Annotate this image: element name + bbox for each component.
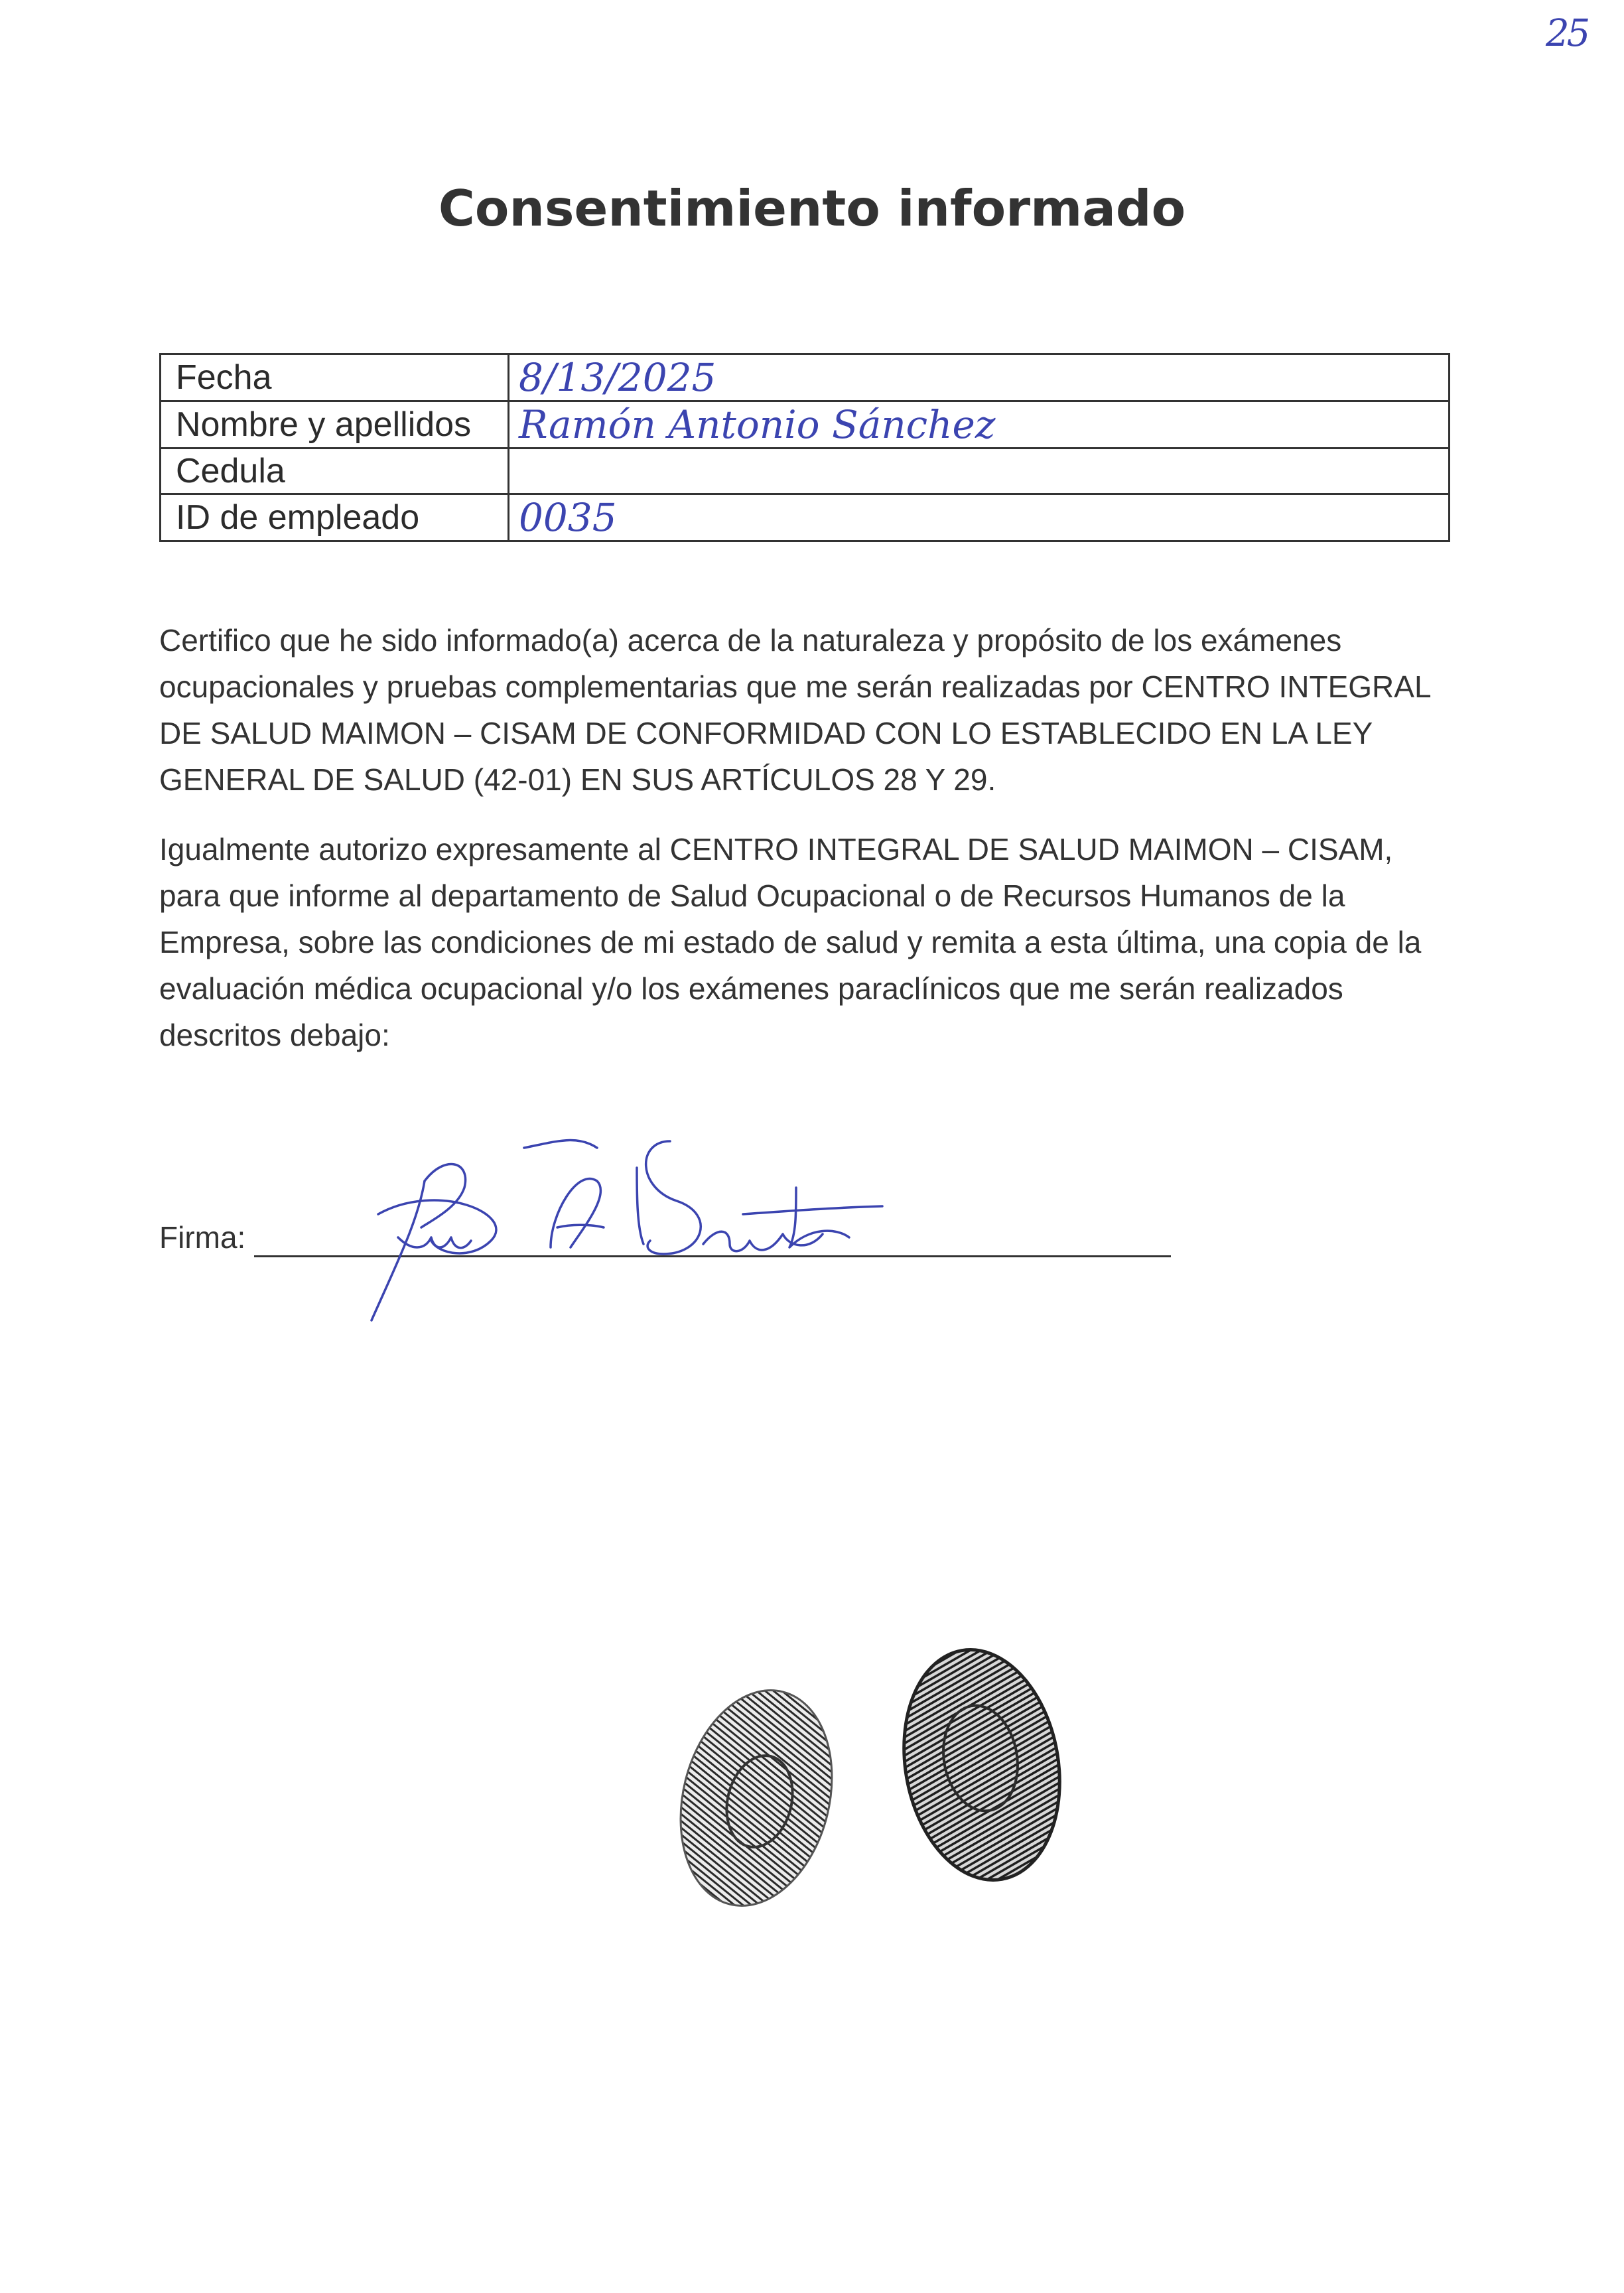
left-fingerprint [663, 1674, 854, 1921]
fingerprints [663, 1632, 1088, 1924]
nombre-value: Ramón Antonio Sánchez [509, 401, 1450, 449]
cedula-label: Cedula [161, 449, 509, 494]
nombre-label: Nombre y apellidos [161, 401, 509, 449]
table-row [161, 449, 1450, 494]
fecha-label: Fecha [161, 354, 509, 401]
signature-label: Firma: [159, 1220, 246, 1255]
document-title: Consentimiento informado [438, 179, 1186, 238]
right-fingerprint [886, 1637, 1077, 1893]
id-empleado-label: ID de empleado [161, 494, 509, 541]
page-number: 25 [1546, 12, 1588, 55]
info-table [159, 353, 1450, 542]
certification-paragraph: Certifico que he sido informado(a) acerca de la naturaleza y propósito de los exámenes ocupacionales y pruebas complementarias que me serán realizadas por CENTRO INTEGRAL DE SALUD MAIMON – CISAM DE CONFORMIDAD CON LO ESTABLECIDO EN LA LEY GENERAL DE SALUD (42-01) EN SUS ARTÍCULOS 28 Y 29. [159, 623, 1430, 797]
id-empleado-value: 0035 [509, 494, 1450, 541]
cedula-value [509, 449, 1450, 494]
fecha-value: 8/13/2025 [509, 354, 1450, 401]
table-row [161, 354, 1450, 401]
handwritten-signature [358, 1128, 902, 1327]
authorization-paragraph: Igualmente autorizo expresamente al CENTRO INTEGRAL DE SALUD MAIMON – CISAM, para que informe al departamento de Salud Ocupacional o de Recursos Humanos de la Empresa, sobre las condiciones de mi estado de salud y remita a esta última, una copia de la evaluación médica ocupacional y/o los exámenes paraclínicos que me serán realizados descritos debajo: [159, 832, 1422, 1052]
table-row [161, 401, 1450, 449]
table-row [161, 494, 1450, 541]
